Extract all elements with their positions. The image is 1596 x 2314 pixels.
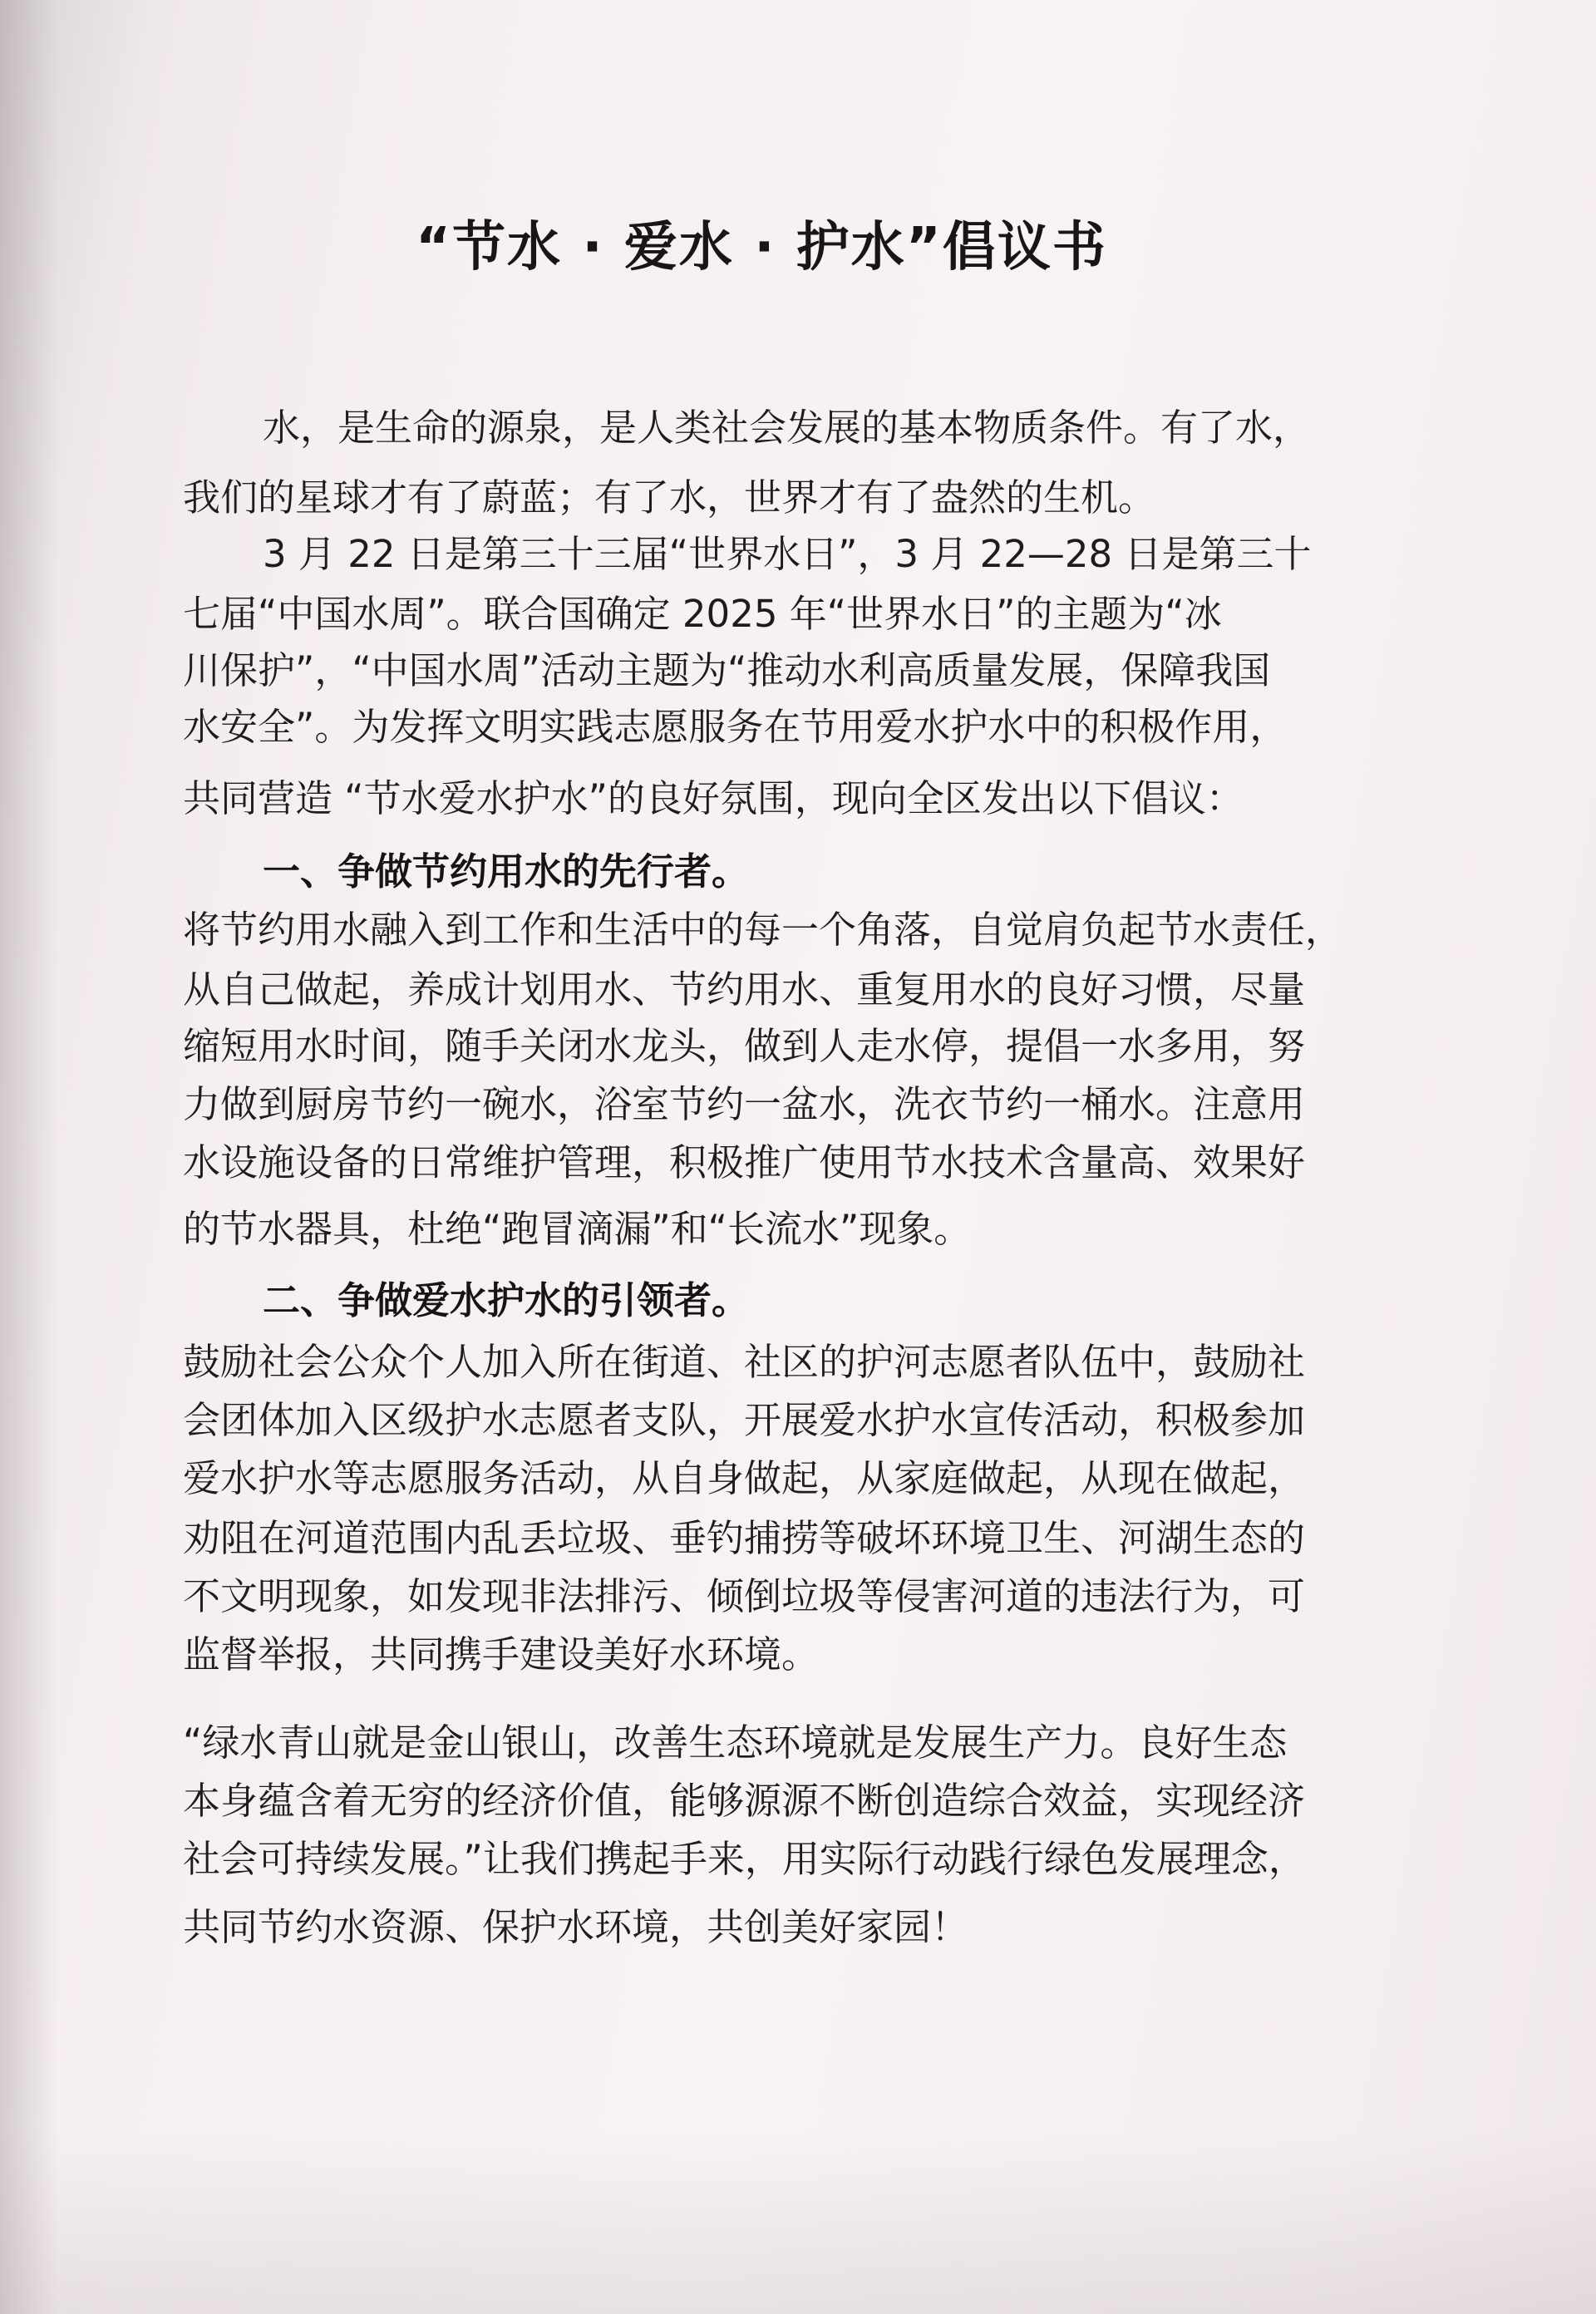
section-1-line-3: 缩短用水时间，随手关闭水龙头，做到人走水停，提倡一水多用，努 [183,1024,1306,1068]
section-2-line-5: 不文明现象，如发现非法排污、倾倒垃圾等侵害河道的违法行为，可 [183,1574,1306,1618]
paragraph-2-line-2: 七届“中国水周”。联合国确定 2025 年“世界水日”的主题为“冰 [183,592,1222,636]
section-2-line-4: 劝阻在河道范围内乱丢垃圾、垂钓捕捞等破坏环境卫生、河湖生态的 [183,1516,1306,1560]
section-1-line-1: 将节约用水融入到工作和生活中的每一个角落，自觉肩负起节水责任， [183,908,1343,952]
closing-line-4: 共同节约水资源、保护水环境，共创美好家园！ [183,1905,969,1949]
section-1-line-5: 水设施设备的日常维护管理，积极推广使用节水技术含量高、效果好 [183,1140,1306,1184]
section-1-line-2: 从自己做起，养成计划用水、节约用水、重复用水的良好习惯，尽量 [183,967,1306,1012]
paragraph-2-line-3: 川保护”，“中国水周”活动主题为“推动水利高质量发展，保障我国 [183,648,1271,692]
section-heading-2: 二、争做爱水护水的引领者。 [263,1278,750,1322]
page-shadow-bottom [0,2131,1596,2314]
document-title: “节水 · 爱水 · 护水”倡议书 [416,217,1107,278]
paragraph-2-line-5: 共同营造 “节水爱水护水”的良好氛围，现向全区发出以下倡议： [183,776,1244,820]
section-2-line-6: 监督举报，共同携手建设美好水环境。 [183,1632,820,1676]
paragraph-2-line-4: 水安全”。为发挥文明实践志愿服务在节用爱水护水中的积极作用， [183,705,1288,749]
paragraph-1-line-1: 水，是生命的源泉，是人类社会发展的基本物质条件。有了水， [263,406,1311,450]
paragraph-2-line-1: 3 月 22 日是第三十三届“世界水日”，3 月 22—28 日是第三十 [263,532,1312,576]
section-2-line-1: 鼓励社会公众个人加入所在街道、社区的护河志愿者队伍中，鼓励社 [183,1340,1306,1384]
page-shadow-left [0,0,58,2314]
paragraph-1-line-2: 我们的星球才有了蔚蓝；有了水，世界才有了盎然的生机。 [183,475,1156,519]
closing-line-1: “绿水青山就是金山银山，改善生态环境就是发展生产力。良好生态 [183,1721,1288,1765]
closing-line-3: 社会可持续发展。”让我们携起手来，用实际行动践行绿色发展理念， [183,1837,1306,1881]
closing-line-2: 本身蕴含着无穷的经济价值，能够源源不断创造综合效益，实现经济 [183,1779,1306,1823]
section-heading-1: 一、争做节约用水的先行者。 [263,849,750,894]
section-2-line-2: 会团体加入区级护水志愿者支队，开展爱水护水宣传活动，积极参加 [183,1398,1306,1442]
section-2-line-3: 爱水护水等志愿服务活动，从自身做起，从家庭做起，从现在做起， [183,1456,1306,1500]
section-1-line-4: 力做到厨房节约一碗水，浴室节约一盆水，洗衣节约一桶水。注意用 [183,1082,1306,1126]
section-1-line-6: 的节水器具，杜绝“跑冒滴漏”和“长流水”现象。 [183,1207,972,1251]
